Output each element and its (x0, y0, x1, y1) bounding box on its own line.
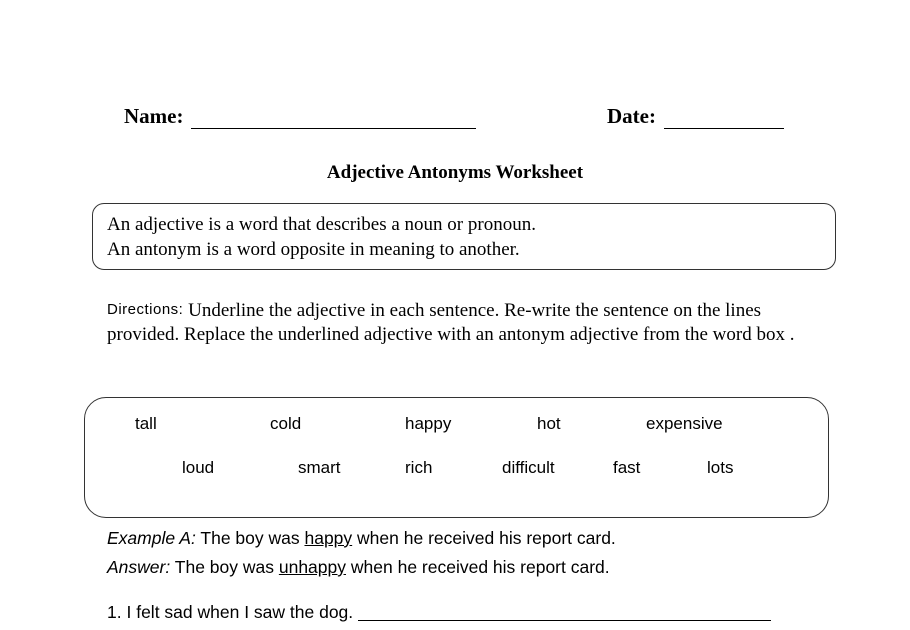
word-box-item: rich (405, 458, 433, 477)
example-after: when he received his report card. (357, 528, 616, 548)
definition-box (92, 203, 836, 270)
word-box (84, 397, 829, 518)
word-box-item: hot (537, 414, 561, 433)
word-box-item: loud (182, 458, 215, 477)
name-label: Name: (124, 104, 184, 128)
example-before: The boy was (200, 528, 300, 548)
question-number: 1. (107, 602, 122, 622)
header-row (0, 104, 910, 134)
answer-label: Answer: (107, 557, 171, 577)
answer-blank-line[interactable] (358, 619, 771, 621)
answer-after: when he received his report card. (350, 557, 610, 577)
question-text: I felt sad when I saw the dog. (126, 602, 354, 622)
directions-label: Directions: (107, 301, 184, 318)
answer-before: The boy was (174, 557, 274, 577)
worksheet-title: Adjective Antonyms Worksheet (326, 162, 584, 183)
adjective-definition: An adjective is a word that describes a noun or pronoun. (107, 214, 536, 235)
answer-antonym: unhappy (278, 557, 347, 577)
word-box-item: fast (613, 458, 641, 477)
example-adjective: happy (304, 528, 353, 548)
date-blank-line[interactable] (664, 128, 784, 129)
date-label: Date: (607, 104, 656, 128)
antonym-definition: An antonym is a word opposite in meaning to another. (107, 239, 520, 260)
name-blank-line[interactable] (191, 128, 476, 129)
word-box-item: difficult (502, 458, 555, 477)
directions (107, 298, 807, 347)
question-item (107, 602, 771, 623)
example-sentence (107, 528, 616, 549)
word-box-item: smart (298, 458, 341, 477)
word-box-item: lots (707, 458, 734, 477)
word-box-item: happy (405, 414, 452, 433)
example-label: Example A: (107, 528, 196, 548)
directions-text: Underline the adjective in each sentence. Re-write the sentence on the lines provided. Replace the underlined adjective with an antonym adjective from the word box . (107, 300, 795, 345)
word-box-item: cold (270, 414, 302, 433)
answer-sentence (107, 557, 610, 578)
word-box-item: expensive (646, 414, 723, 433)
word-box-item: tall (135, 414, 157, 433)
